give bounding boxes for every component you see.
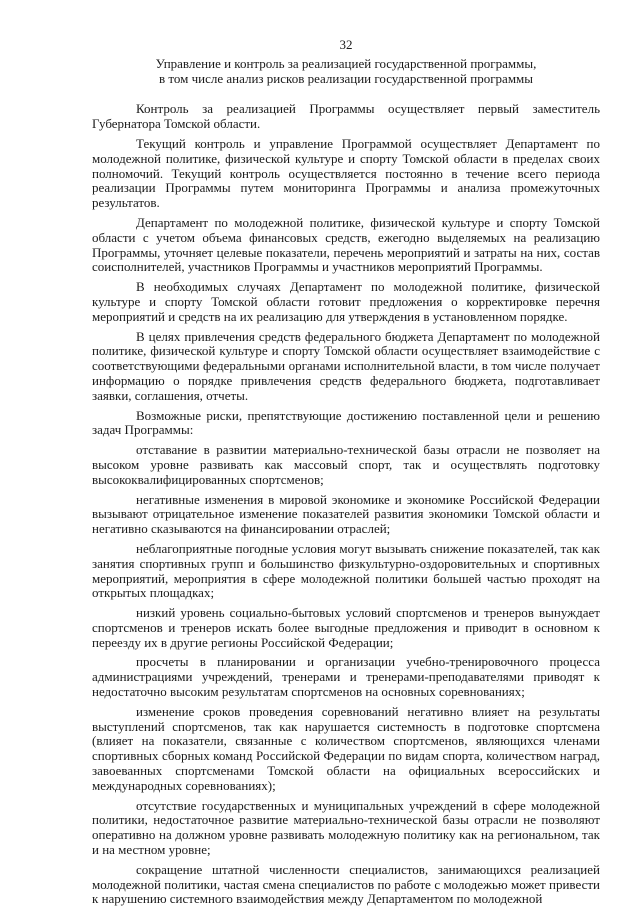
paragraph-current-control: Текущий контроль и управление Программой осуществляет Департамент по молодежной политике, физической культуре и спорту Томской области в пределах своих полномочий. Текущий контроль осуществляется постоянно в течение всего периода реализации Программы путем мониторинга Программы и анализа промежуточных результатов. [92, 135, 600, 211]
risk-item: отставание в развитии материально-технической базы отрасли не позволяет на высоком уровне развивать как массовый спорт, так и осуществлять подготовку высококвалифицированных спортсменов; [92, 442, 600, 487]
risk-item: сокращение штатной численности специалистов, занимающихся реализацией молодежной политики, частая смена специалистов по работе с молодежью может привести к нарушению системного взаимодействия между Департаментом по молодежной [92, 861, 600, 907]
heading-line-1: Управление и контроль за реализацией государственной программы, [155, 55, 537, 71]
paragraph-control: Контроль за реализацией Программы осуществляет первый заместитель Губернатора Томской области. [92, 101, 600, 132]
paragraph-risks-intro: Возможные риски, препятствующие достижению поставленной цели и решению задач Программы: [92, 407, 600, 438]
paragraph-department-financing: Департамент по молодежной политике, физической культуре и спорту Томской области с учетом объема финансовых средств, ежегодно выделяемых на реализацию Программы, уточняет целевые показатели, перечень мероприятий и затраты на них, состав соисполнителей, участников Программы и участников мероприятий Программы. [92, 214, 600, 275]
paragraph-corrections: В необходимых случаях Департамент по молодежной политике, физической культуре и спорту Томской области готовит предложения о корректировке перечня мероприятий и средств на их реализацию для утверждения в установленном порядке. [92, 279, 600, 324]
document-page [92, 38, 600, 912]
risk-item: низкий уровень социально-бытовых условий спортсменов и тренеров вынуждает спортсменов и тренеров искать более выгодные предложения и приводит в основном к переезду их в другие регионы Российской Федерации; [92, 605, 600, 650]
risk-item: неблагоприятные погодные условия могут вызывать снижение показателей, так как занятия спортивных групп и большинство физкультурно-оздоровительных и спортивных мероприятий, мероприятия в сфере молодежной политики большей частью проходят на открытых площадках; [92, 540, 600, 601]
section-heading [80, 57, 612, 87]
paragraph-federal-budget: В целях привлечения средств федерального бюджета Департамент по молодежной политике, физической культуре и спорту Томской области осуществляет взаимодействие с соответствующими федеральными органами исполнительной власти, в том числе получает информацию о порядке привлечения средств федерального бюджета, подготавливает заявки, соглашения, отчеты. [92, 328, 600, 403]
risk-item: отсутствие государственных и муниципальных учреждений в сфере молодежной политики, недостаточное развитие материально-технической базы отрасли не позволяют оперативно на должном уровне развивать молодежную политику как на региональном, так и на местном уровне; [92, 797, 600, 858]
heading-line-2: в том числе анализ рисков реализации государственной программы [158, 70, 534, 86]
risk-item: изменение сроков проведения соревнований негативно влияет на результаты выступлений спортсменов, так как нарушается системность в подготовке спортсмена (влияет на показатели, связанные с количеством спортсменов, являющихся членами спортивных сборных команд Российской Федерации по видам спорта, количеством наград, завоеванных спортсменами Томской области на официальных всероссийских и международных соревнованиях); [92, 703, 600, 793]
risk-item: просчеты в планировании и организации учебно-тренировочного процесса администрациями учреждений, тренерами и тренерами-преподавателями приводят к недостаточно высоким результатам спортсменов на основных соревнованиях; [92, 654, 600, 700]
page-number: 32 [339, 37, 353, 52]
risk-item: негативные изменения в мировой экономике и экономике Российской Федерации вызывают отрицательное изменение показателей развития экономики Томской области и негативно сказываются на финансировании отраслей; [92, 491, 600, 537]
